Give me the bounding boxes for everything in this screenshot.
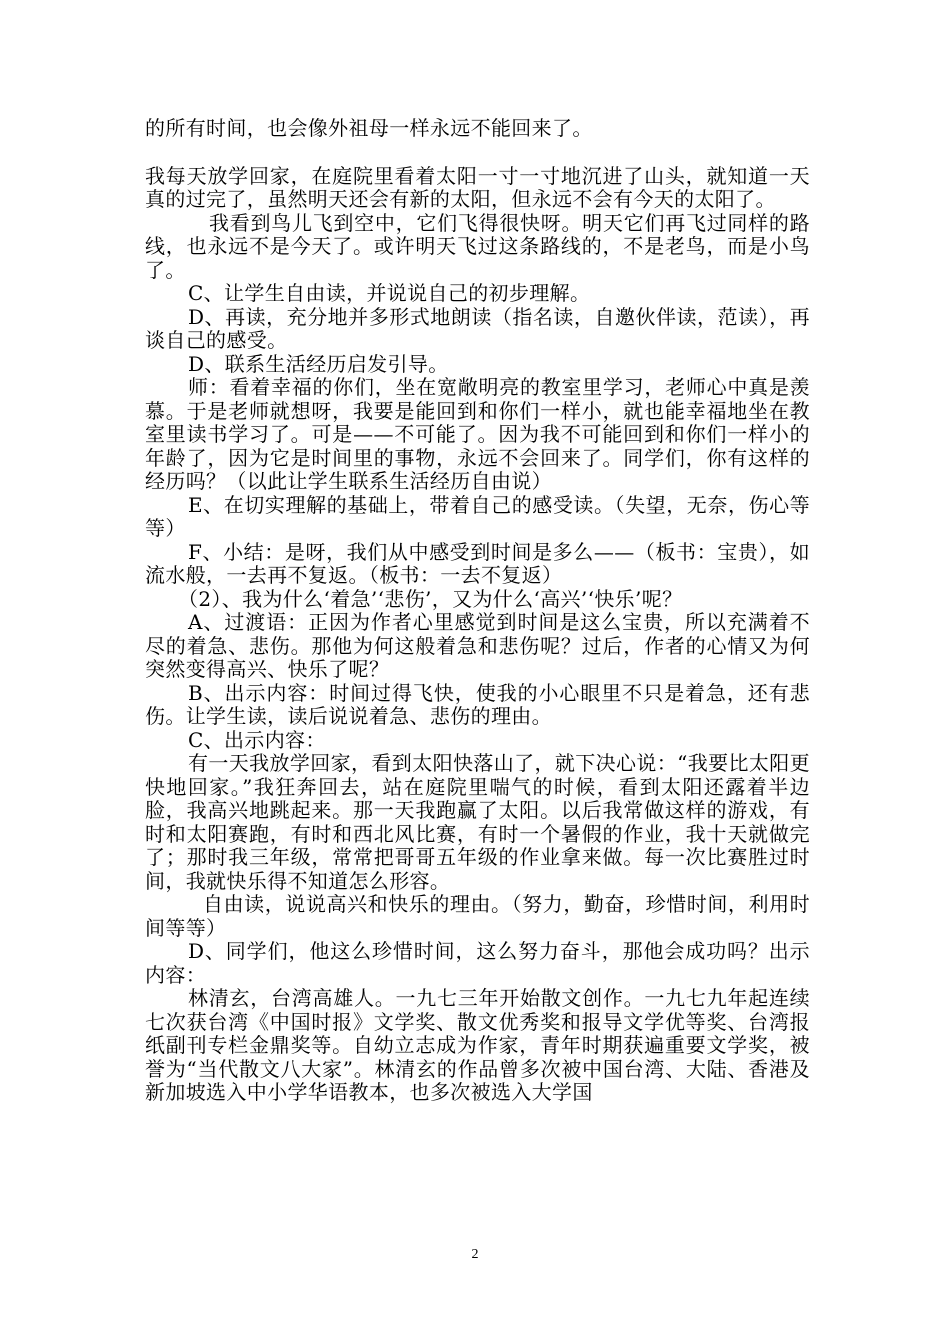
- paragraph-5: D、再读，充分地并多形式地朗读（指名读，自邀伙伴读，范读），再谈自己的感受。: [145, 304, 810, 352]
- paragraph-7: 师：看着幸福的你们，坐在宽敞明亮的教室里学习，老师心中真是羡慕。于是老师就想呀，我要是能回到和你们一样小，就也能幸福地坐在教室里读书学习了。可是——不可能了。因为我不可能回到和你们一样小的年龄了，因为它是时间里的事物，永远不会回来了。同学们，你有这样的经历吗？（以此让学生联系生活经历自由说）: [145, 375, 810, 493]
- paragraph-14: 有一天我放学回家，看到太阳快落山了，就下决心说：“我要比太阳更快地回家。”我狂奔回去，站在庭院里喘气的时候，看到太阳还露着半边脸，我高兴地跳起来。那一天我跑赢了太阳。以后我常做这样的游戏，有时和太阳赛跑，有时和西北风比赛，有时一个暑假的作业，我十天就做完了；那时我三年级，常常把哥哥五年级的作业拿来做。每一次比赛胜过时间，我就快乐得不知道怎么形容。: [145, 751, 810, 893]
- paragraph-8: E、在切实理解的基础上，带着自己的感受读。（失望，无奈，伤心等等）: [145, 492, 810, 540]
- paragraph-1: 的所有时间，也会像外祖母一样永远不能回来了。: [145, 116, 593, 140]
- paragraph-15: 自由读，说说高兴和快乐的理由。（努力，勤奋，珍惜时间，利用时间等等）: [145, 892, 810, 940]
- page-number: 2: [471, 1247, 479, 1262]
- paragraph-4: C、让学生自由读，并说说自己的初步理解。: [188, 281, 591, 305]
- paragraph-10: （2）、我为什么‘着急’‘悲伤’，又为什么‘高兴’‘快乐’呢？: [178, 586, 683, 611]
- document-body: [145, 117, 810, 1105]
- paragraph-11: A、过渡语：正因为作者心里感觉到时间是这么宝贵，所以充满着不尽的着急、悲伤。那他为何这般着急和悲伤呢？过后，作者的心情又为何突然变得高兴、快乐了呢？: [145, 610, 810, 681]
- paragraph-17: 林清玄，台湾高雄人。一九七三年开始散文创作。一九七九年起连续七次获台湾《中国时报》文学奖、散文优秀奖和报导文学优等奖、台湾报纸副刊专栏金鼎奖等。自幼立志成为作家，青年时期获遍重要文学奖，被誉为“当代散文八大家”。林清玄的作品曾多次被中国台湾、大陆、香港及新加坡选入中小学华语教本，也多次被选入大学国: [145, 986, 810, 1104]
- paragraph-16: D、同学们，他这么珍惜时间，这么努力奋斗，那他会成功吗？出示内容：: [145, 939, 810, 987]
- paragraph-gap: [145, 141, 810, 165]
- paragraph-12: B、出示内容：时间过得飞快，使我的小心眼里不只是着急，还有悲伤。让学生读，读后说说着急、悲伤的理由。: [145, 680, 810, 728]
- paragraph-9: F、小结：是呀，我们从中感受到时间是多么——（板书：宝贵），如流水般，一去再不复返。（板书：一去不复返）: [145, 539, 810, 587]
- paragraph-6: D、联系生活经历启发引导。: [188, 351, 449, 376]
- paragraph-2: 我每天放学回家，在庭院里看着太阳一寸一寸地沉进了山头，就知道一天真的过完了，虽然明天还会有新的太阳，但永远不会有今天的太阳了。: [145, 163, 810, 211]
- paragraph-3: 我看到鸟儿飞到空中，它们飞得很快呀。明天它们再飞过同样的路线，也永远不是今天了。或许明天飞过这条路线的，不是老鸟，而是小鸟了。: [145, 210, 810, 282]
- paragraph-13: C、出示内容：: [188, 727, 326, 752]
